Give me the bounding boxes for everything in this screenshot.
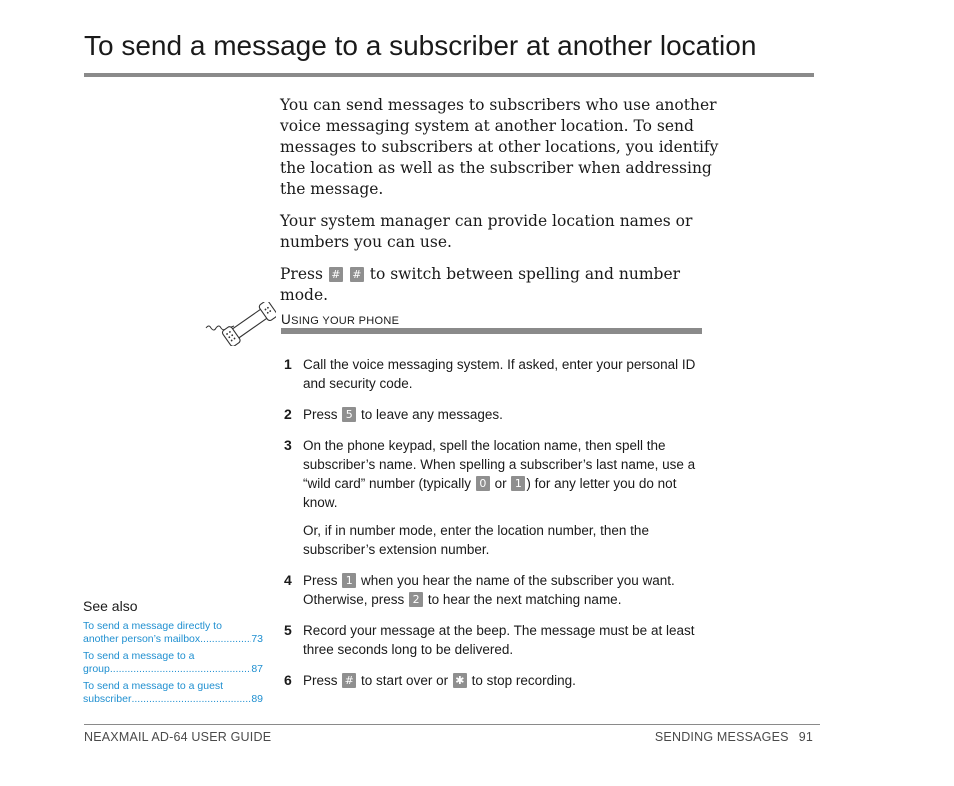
step-text-part: to hear the next matching name. <box>427 592 622 607</box>
step-text-part: or <box>494 476 507 491</box>
see-also-panel <box>83 598 263 710</box>
step-text: Call the voice messaging system. If asked, enter your personal ID and security code. <box>303 357 696 391</box>
intro-press-text: Press <box>280 265 323 283</box>
step-2 <box>284 405 714 424</box>
see-also-link-group[interactable] <box>83 650 263 675</box>
section-heading-initial: U <box>281 312 292 327</box>
link-line: subscriber <box>83 692 132 705</box>
key-2-icon: 2 <box>409 592 423 607</box>
link-line: another person’s mailbox <box>83 632 201 645</box>
footer-guide-title: NEAXMAIL AD-64 USER GUIDE <box>84 730 272 744</box>
step-number: 5 <box>284 622 292 638</box>
telephone-handset-icon <box>204 302 276 346</box>
link-page-number: 89 <box>251 692 263 705</box>
see-also-title: See also <box>83 598 138 614</box>
step-number: 1 <box>284 356 292 372</box>
link-last-line <box>83 693 263 706</box>
key-1-icon: 1 <box>511 476 525 491</box>
page-title: To send a message to a subscriber at another location <box>84 30 757 61</box>
title-rule <box>84 73 814 77</box>
step-text-part: to stop recording. <box>471 673 576 688</box>
steps-list <box>284 355 714 702</box>
section-heading-rest: SING YOUR PHONE <box>291 315 400 327</box>
leader-dots <box>110 663 251 676</box>
footer-section <box>655 730 813 744</box>
step-text-part: to start over or <box>361 673 449 688</box>
intro-mode-text: to switch between spelling and number mode. <box>280 265 681 304</box>
step-continuation: Or, if in number mode, enter the location number, then the subscriber’s extension number. <box>303 523 649 557</box>
step-4 <box>284 571 714 609</box>
pound-key-icon: # <box>329 267 343 282</box>
step-text <box>303 671 714 690</box>
pound-key-icon: # <box>350 267 364 282</box>
intro-text <box>280 95 730 317</box>
pound-key-icon: # <box>342 673 356 688</box>
section-rule <box>281 328 702 334</box>
footer-rule <box>84 724 820 725</box>
step-number: 2 <box>284 406 292 422</box>
link-page-number: 87 <box>251 662 263 675</box>
link-line: To send a message to a <box>83 650 195 662</box>
step-text-part: when you hear the name of the subscriber you want. Otherwise, press <box>303 573 675 607</box>
step-3 <box>284 436 714 559</box>
link-line: To send a message directly to <box>83 620 222 632</box>
star-key-icon: ✱ <box>453 673 467 688</box>
leader-dots <box>200 633 251 646</box>
step-number: 6 <box>284 672 292 688</box>
step-text <box>303 436 714 512</box>
step-text-part: to leave any messages. <box>361 407 503 422</box>
link-page-number: 73 <box>251 632 263 645</box>
key-0-icon: 0 <box>476 476 490 491</box>
key-1-icon: 1 <box>342 573 356 588</box>
step-text: Record your message at the beep. The message must be at least three seconds long to be delivered. <box>303 623 695 657</box>
footer-section-name: SENDING MESSAGES <box>654 730 789 744</box>
step-text-part: Press <box>303 407 338 422</box>
link-last-line <box>83 663 263 676</box>
step-text-part: On the phone keypad, spell the location name, then spell the subscriber’s name. When spelling a subscriber’s last name, use a “wild card” number (typically <box>303 438 696 491</box>
step-number: 3 <box>284 437 292 453</box>
intro-paragraph-1: You can send messages to subscribers who use another voice messaging system at another location. To send messages to subscribers at other locations, you identify the location as well as the subscriber when addressing the message. <box>280 96 719 198</box>
step-text-part: Press <box>303 573 338 588</box>
intro-paragraph-3 <box>280 264 730 306</box>
footer-page-number: 91 <box>798 730 813 744</box>
step-text-part: ) for any letter you do not know. <box>303 476 677 510</box>
step-1 <box>284 355 714 393</box>
see-also-link-guest[interactable] <box>83 680 263 705</box>
step-6 <box>284 671 714 690</box>
link-last-line <box>83 633 263 646</box>
step-text <box>303 571 714 609</box>
step-number: 4 <box>284 572 292 588</box>
intro-paragraph-2: Your system manager can provide location names or numbers you can use. <box>280 212 693 251</box>
key-5-icon: 5 <box>342 407 356 422</box>
see-also-link-mailbox[interactable] <box>83 620 263 645</box>
step-text <box>303 405 714 424</box>
step-text-part: Press <box>303 673 338 688</box>
section-heading <box>281 312 399 327</box>
link-line: group <box>83 662 110 675</box>
link-line: To send a message to a guest <box>83 680 224 692</box>
leader-dots <box>131 693 251 706</box>
step-5 <box>284 621 714 659</box>
